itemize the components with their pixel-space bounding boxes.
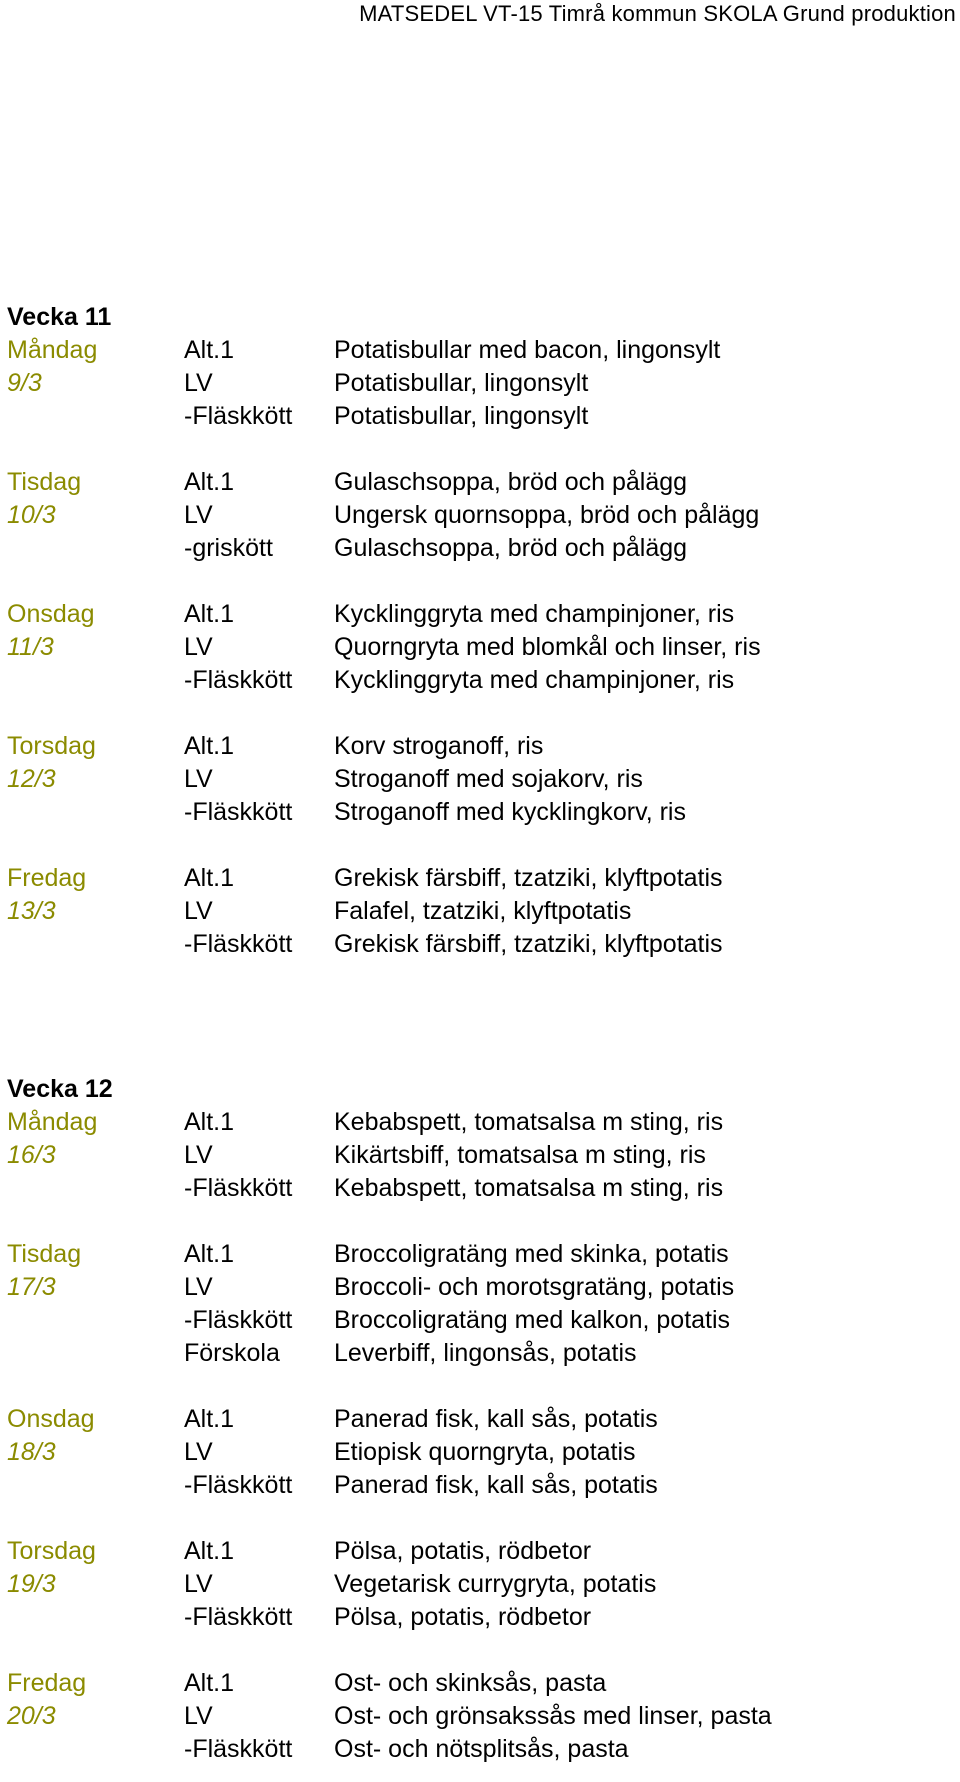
- day-name: Fredag: [7, 1669, 87, 1697]
- day-date: 13/3: [7, 897, 56, 925]
- dish-name: Vegetarisk currygryta, potatis: [334, 1570, 657, 1598]
- day-name: Onsdag: [7, 600, 95, 628]
- day-date: 17/3: [7, 1273, 56, 1301]
- day-group: [7, 1667, 947, 1766]
- menu-row: [7, 664, 947, 697]
- menu-alternative: Alt.1: [184, 864, 235, 892]
- menu-alternative: Alt.1: [184, 468, 235, 496]
- dish-name: Gulaschsoppa, bröd och pålägg: [334, 468, 688, 496]
- dish-name: Ost- och grönsakssås med linser, pasta: [334, 1702, 772, 1730]
- menu-row: [7, 1700, 947, 1733]
- day-date: 18/3: [7, 1438, 56, 1466]
- menu-alternative: -Fläskkött: [184, 1306, 293, 1334]
- day-list: [7, 334, 947, 961]
- dish-name: Potatisbullar, lingonsylt: [334, 369, 589, 397]
- day-group: [7, 1106, 947, 1205]
- menu-row: [7, 1733, 947, 1766]
- dish-name: Kebabspett, tomatsalsa m sting, ris: [334, 1174, 724, 1202]
- day-date: 9/3: [7, 369, 42, 397]
- menu-row: [7, 1271, 947, 1304]
- dish-name: Broccoli- och morotsgratäng, potatis: [334, 1273, 735, 1301]
- menu-row: [7, 862, 947, 895]
- day-cell-empty: [7, 1172, 184, 1205]
- menu-alternative: -Fläskkött: [184, 1174, 293, 1202]
- menu-row: [7, 631, 947, 664]
- menu-alternative: -Fläskkött: [184, 930, 293, 958]
- menu-alternative: -Fläskkött: [184, 666, 293, 694]
- menu-alternative: LV: [184, 1438, 213, 1466]
- menu-row: [7, 598, 947, 631]
- menu-row: [7, 763, 947, 796]
- menu-alternative: -Fläskkött: [184, 1471, 293, 1499]
- menu-row: [7, 1238, 947, 1271]
- menu-alternative: LV: [184, 369, 213, 397]
- day-group: [7, 1535, 947, 1634]
- dish-name: Quorngryta med blomkål och linser, ris: [334, 633, 761, 661]
- day-date: 11/3: [7, 633, 54, 661]
- menu-row: [7, 1304, 947, 1337]
- day-cell-empty: [7, 1733, 184, 1766]
- menu-row: [7, 928, 947, 961]
- dish-name: Gulaschsoppa, bröd och pålägg: [334, 534, 688, 562]
- day-cell-empty: [7, 1337, 184, 1370]
- menu-alternative: Alt.1: [184, 732, 235, 760]
- menu-alternative: Alt.1: [184, 1669, 235, 1697]
- menu-row: [7, 1403, 947, 1436]
- day-list: [7, 1106, 947, 1766]
- dish-name: Falafel, tzatziki, klyftpotatis: [334, 897, 632, 925]
- dish-name: Stroganoff med sojakorv, ris: [334, 765, 643, 793]
- day-group: [7, 466, 947, 565]
- day-cell-empty: [7, 400, 184, 433]
- menu-alternative: -Fläskkött: [184, 1603, 293, 1631]
- day-name: Tisdag: [7, 1240, 82, 1268]
- menu-row: [7, 334, 947, 367]
- dish-name: Ungersk quornsoppa, bröd och pålägg: [334, 501, 760, 529]
- dish-name: Broccoligratäng med skinka, potatis: [334, 1240, 729, 1268]
- menu-alternative: -griskött: [184, 534, 273, 562]
- day-date: 16/3: [7, 1141, 56, 1169]
- menu-alternative: -Fläskkött: [184, 402, 293, 430]
- day-cell-empty: [7, 664, 184, 697]
- menu-alternative: LV: [184, 633, 213, 661]
- menu-alternative: Förskola: [184, 1339, 280, 1367]
- menu-row: [7, 895, 947, 928]
- dish-name: Leverbiff, lingonsås, potatis: [334, 1339, 637, 1367]
- menu-alternative: Alt.1: [184, 336, 235, 364]
- dish-name: Etiopisk quorngryta, potatis: [334, 1438, 636, 1466]
- dish-name: Grekisk färsbiff, tzatziki, klyftpotatis: [334, 930, 723, 958]
- day-cell-empty: [7, 1304, 184, 1337]
- day-name: Torsdag: [7, 732, 96, 760]
- day-cell-empty: [7, 1469, 184, 1502]
- menu-row: [7, 1535, 947, 1568]
- menu-row: [7, 1337, 947, 1370]
- dish-name: Kycklinggryta med champinjoner, ris: [334, 600, 735, 628]
- menu-alternative: Alt.1: [184, 1537, 235, 1565]
- dish-name: Kebabspett, tomatsalsa m sting, ris: [334, 1108, 724, 1136]
- menu-alternative: LV: [184, 501, 213, 529]
- day-name: Måndag: [7, 336, 98, 364]
- menu-row: [7, 730, 947, 763]
- day-group: [7, 598, 947, 697]
- day-cell-empty: [7, 532, 184, 565]
- day-date: 20/3: [7, 1702, 56, 1730]
- dish-name: Kycklinggryta med champinjoner, ris: [334, 666, 735, 694]
- day-name: Torsdag: [7, 1537, 96, 1565]
- dish-name: Panerad fisk, kall sås, potatis: [334, 1471, 658, 1499]
- menu-row: [7, 1172, 947, 1205]
- day-name: Fredag: [7, 864, 87, 892]
- day-date: 19/3: [7, 1570, 56, 1598]
- week-section: [7, 1073, 947, 1766]
- menu-row: [7, 796, 947, 829]
- page-header: MATSEDEL VT-15 Timrå kommun SKOLA Grund produktion: [359, 1, 956, 26]
- day-group: [7, 334, 947, 433]
- menu-row: [7, 532, 947, 565]
- day-cell-empty: [7, 928, 184, 961]
- menu-row: [7, 499, 947, 532]
- day-cell-empty: [7, 796, 184, 829]
- menu-alternative: -Fläskkött: [184, 1735, 293, 1763]
- day-date: 10/3: [7, 501, 56, 529]
- menu-row: [7, 367, 947, 400]
- menu-row: [7, 1436, 947, 1469]
- day-group: [7, 862, 947, 961]
- menu-row: [7, 1469, 947, 1502]
- dish-name: Broccoligratäng med kalkon, potatis: [334, 1306, 731, 1334]
- menu-row: [7, 400, 947, 433]
- menu-row: [7, 466, 947, 499]
- menu-row: [7, 1601, 947, 1634]
- day-cell-empty: [7, 1601, 184, 1634]
- menu-alternative: -Fläskkött: [184, 798, 293, 826]
- day-name: Tisdag: [7, 468, 82, 496]
- menu-alternative: LV: [184, 1273, 213, 1301]
- dish-name: Pölsa, potatis, rödbetor: [334, 1537, 592, 1565]
- day-group: [7, 1403, 947, 1502]
- menu-alternative: Alt.1: [184, 600, 235, 628]
- dish-name: Kikärtsbiff, tomatsalsa m sting, ris: [334, 1141, 706, 1169]
- dish-name: Panerad fisk, kall sås, potatis: [334, 1405, 658, 1433]
- menu-row: [7, 1106, 947, 1139]
- day-group: [7, 730, 947, 829]
- dish-name: Korv stroganoff, ris: [334, 732, 544, 760]
- menu-row: [7, 1667, 947, 1700]
- day-name: Måndag: [7, 1108, 98, 1136]
- week-section: [7, 301, 947, 961]
- menu-alternative: LV: [184, 1702, 213, 1730]
- dish-name: Pölsa, potatis, rödbetor: [334, 1603, 592, 1631]
- menu-alternative: LV: [184, 765, 213, 793]
- day-date: 12/3: [7, 765, 56, 793]
- menu-alternative: LV: [184, 1141, 213, 1169]
- dish-name: Potatisbullar, lingonsylt: [334, 402, 589, 430]
- menu-alternative: Alt.1: [184, 1240, 235, 1268]
- dish-name: Potatisbullar med bacon, lingonsylt: [334, 336, 721, 364]
- dish-name: Ost- och skinksås, pasta: [334, 1669, 607, 1697]
- menu-row: [7, 1568, 947, 1601]
- day-name: Onsdag: [7, 1405, 95, 1433]
- day-group: [7, 1238, 947, 1370]
- menu-row: [7, 1139, 947, 1172]
- dish-name: Stroganoff med kycklingkorv, ris: [334, 798, 686, 826]
- dish-name: Ost- och nötsplitsås, pasta: [334, 1735, 629, 1763]
- menu-alternative: Alt.1: [184, 1405, 235, 1433]
- menu-alternative: Alt.1: [184, 1108, 235, 1136]
- week-title: Vecka 11: [7, 303, 112, 331]
- menu-alternative: LV: [184, 1570, 213, 1598]
- dish-name: Grekisk färsbiff, tzatziki, klyftpotatis: [334, 864, 723, 892]
- menu-alternative: LV: [184, 897, 213, 925]
- week-title: Vecka 12: [7, 1075, 113, 1103]
